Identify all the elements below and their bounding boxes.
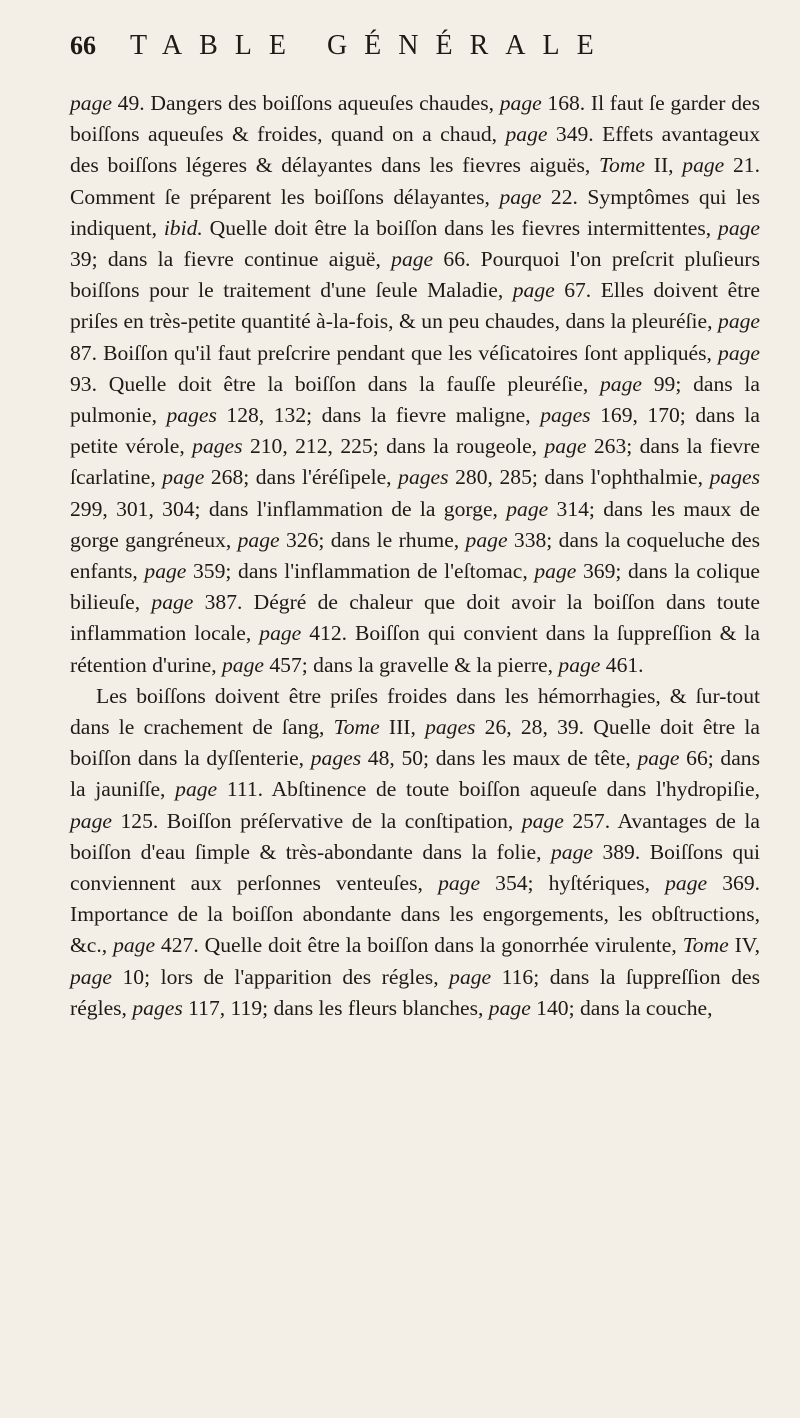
text-run: 39; dans la fievre continue aiguë, [70, 247, 392, 272]
italic-reference: page [499, 184, 542, 209]
italic-reference: Tome [599, 153, 646, 178]
page-header [70, 30, 760, 82]
italic-reference: page [718, 309, 760, 334]
italic-reference: page [505, 122, 548, 147]
text-run: 26, 28, 39. Quelle doit être la boiſſon dans la dyſſenterie, [70, 715, 760, 771]
italic-reference: page [718, 340, 760, 365]
italic-reference: page [550, 839, 593, 864]
text-run: 125. Boiſſon préſervative de la conſtipation, [111, 808, 522, 833]
text-run: 21. Comment ſe préparent les boiſſons délayantes, [70, 153, 760, 209]
text-run: 22. Symptômes qui les indiquent, [70, 184, 760, 240]
text-run: 389. Boiſſons qui conviennent aux perſonnes venteuſes, [70, 839, 760, 896]
text-run: 280, 285; dans l'ophthalmie, [448, 465, 710, 490]
italic-reference: pages [709, 465, 760, 490]
text-run: 49. Dangers des boiſſons aqueuſes chaudes, [111, 91, 500, 115]
italic-reference: page [558, 652, 601, 677]
text-run: 140; dans la couche, [530, 995, 713, 1020]
italic-reference: page [499, 91, 542, 115]
text-run: 111. Abſtinence de toute boiſſon aqueuſe dans l'hydropiſie, [217, 777, 760, 802]
text-run: IV, [728, 933, 760, 958]
text-run: 93. Quelle doit être la boiſſon dans la fauſſe pleuréſie, [70, 371, 600, 396]
italic-reference: page [600, 371, 642, 396]
text-run: 412. Boiſſon qui convient dans la ſuppreſſion & la rétention d'urine, [70, 621, 761, 677]
text-run: 263; dans la fievre ſcarlatine, [70, 434, 760, 490]
italic-reference: Tome [333, 715, 380, 740]
text-run: 369; dans la colique bilieuſe, [70, 559, 760, 615]
italic-reference: Tome [682, 933, 729, 958]
text-run: 359; dans l'inflammation de l'eſtomac, [186, 559, 535, 584]
italic-reference: page [222, 652, 264, 677]
text-run: 66. Pourquoi l'on preſcrit pluſieurs boiſſons pour le traitement d'une ſeule Maladie, [70, 247, 760, 303]
italic-reference: page [665, 871, 708, 896]
italic-reference: page [70, 964, 112, 989]
text-run: 461. [600, 652, 644, 677]
italic-reference: pages [398, 465, 449, 490]
text-run: 354; hyſtériques, [480, 871, 666, 896]
text-run: 128, 132; dans la fievre maligne, [216, 403, 541, 428]
italic-reference: page [637, 746, 680, 771]
text-run: 169, 170; dans la petite vérole, [70, 403, 761, 459]
index-entry-text [70, 88, 760, 1024]
italic-reference: page [162, 465, 205, 490]
text-run: 87. Boiſſon qu'il faut preſcrire pendant que les véſicatoires ſont appliqués, [70, 340, 719, 365]
text-run: 268; dans l'éréſipele, [204, 465, 399, 490]
italic-reference: page [488, 995, 531, 1020]
paragraph [70, 88, 760, 681]
text-run: 116; dans la ſuppreſſion des régles, [70, 964, 760, 1020]
italic-reference: pages [425, 715, 476, 740]
text-run: 66; dans la jauniſſe, [70, 746, 760, 802]
text-run: 117, 119; dans les fleurs blanches, [182, 995, 489, 1020]
italic-reference: page [521, 808, 564, 833]
italic-reference: pages [166, 403, 217, 428]
text-run: Quelle doit être la boiſſon dans les fievres intermittentes, [202, 215, 719, 240]
italic-reference: page [175, 777, 218, 802]
text-run: 457; dans la gravelle & la pierre, [263, 652, 559, 677]
italic-reference: pages [132, 995, 183, 1020]
text-run: 257. Avantages de la boiſſon d'eau ſimple & très-abondante dans la folie, [70, 808, 760, 864]
italic-reference: page [512, 278, 555, 303]
text-run: 349. Effets avantageux des boiſſons légeres & délayantes dans les fievres aiguës, [70, 122, 760, 178]
text-run: Les boiſſons doivent être priſes froides dans les hémorrhagies, & ſur-tout dans le crachement de ſang, [70, 683, 760, 740]
text-run: 338; dans la coqueluche des enfants, [70, 527, 760, 584]
italic-reference: page [544, 434, 587, 459]
text-run: 314; dans les maux de gorge gangréneux, [70, 496, 761, 552]
text-run: 99; dans la pulmonie, [70, 371, 760, 428]
running-title: TABLE GÉNÉRALE [130, 30, 611, 61]
italic-reference: page [534, 559, 577, 584]
italic-reference: page [506, 496, 549, 521]
italic-reference: page [151, 590, 194, 615]
italic-reference: page [70, 808, 112, 833]
italic-reference: page [465, 527, 508, 552]
italic-reference: page [113, 933, 156, 958]
italic-reference: pages [192, 434, 243, 459]
text-run: 369. Importance de la boiſſon abondante dans les engorgements, les obſtructions, &c., [70, 871, 761, 958]
text-run: 326; dans le rhume, [279, 527, 466, 552]
italic-reference: page [682, 153, 725, 178]
text-run: 387. Dégré de chaleur que doit avoir la boiſſon dans toute inflammation locale, [70, 590, 760, 646]
paragraph [70, 681, 760, 1024]
text-run: 210, 212, 225; dans la rougeole, [242, 434, 545, 459]
text-run: II, [645, 153, 683, 178]
text-run: 168. Il faut ſe garder des boiſſons aqueuſes & froides, quand on a chaud, [70, 91, 760, 147]
italic-reference: page [237, 527, 280, 552]
italic-reference: pages [310, 746, 362, 771]
italic-reference: page [144, 559, 187, 584]
italic-reference: ibid. [163, 215, 203, 240]
text-run: 299, 301, 304; dans l'inflammation de la gorge, [70, 496, 507, 521]
text-run: 427. Quelle doit être la boiſſon dans la gonorrhée virulente, [155, 933, 683, 958]
page-number: 66 [70, 31, 96, 60]
italic-reference: page [449, 964, 492, 989]
italic-reference: page [718, 215, 760, 240]
italic-reference: page [259, 621, 302, 646]
text-run: 10; lors de l'apparition des régles, [111, 964, 450, 989]
text-run: 67. Elles doivent être priſes en très-petite quantité à-la-fois, & un peu chaudes, dans la pleuréſie, [70, 278, 760, 334]
italic-reference: pages [540, 403, 591, 428]
text-run: 48, 50; dans les maux de tête, [361, 746, 638, 771]
text-run: III, [379, 715, 426, 740]
italic-reference: page [391, 247, 434, 272]
italic-reference: page [438, 871, 481, 896]
italic-reference: page [70, 91, 112, 115]
